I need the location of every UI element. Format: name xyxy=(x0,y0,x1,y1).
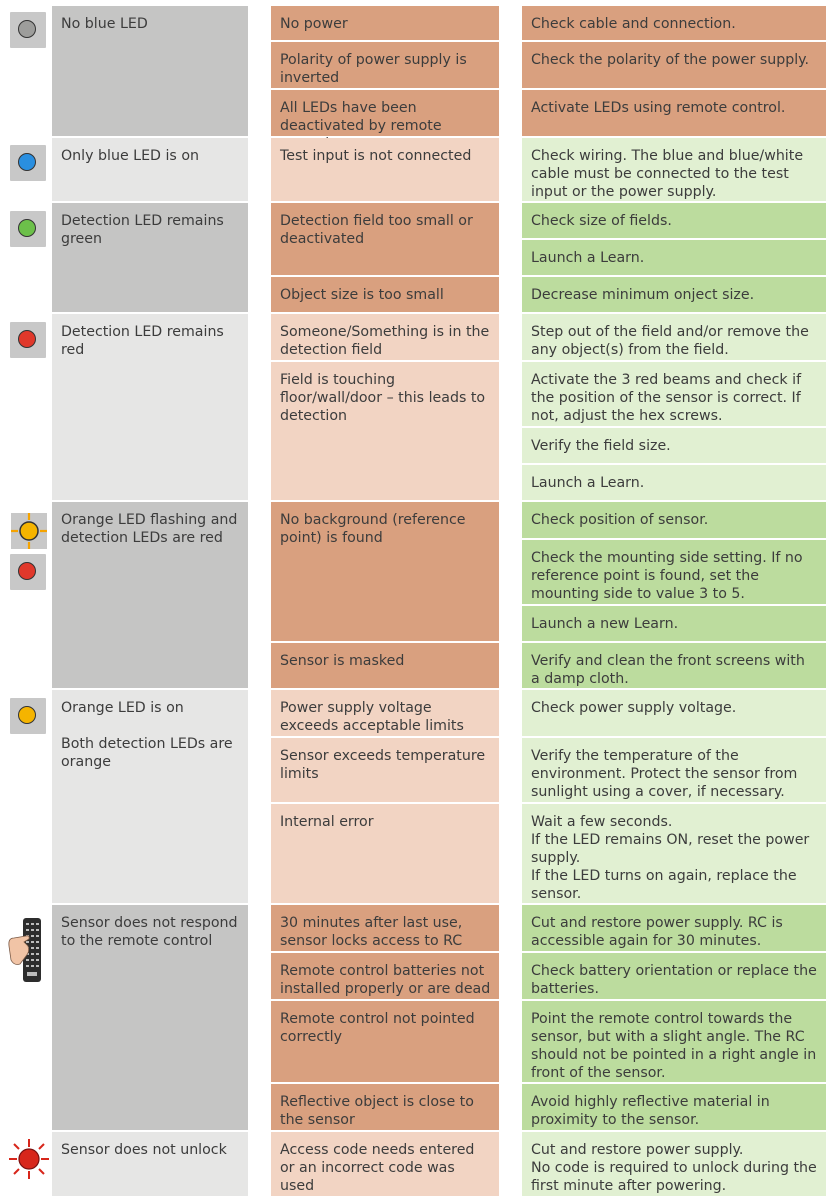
cause-text: Object size is too small xyxy=(280,287,444,303)
remedy-text: Check power supply voltage. xyxy=(531,700,737,716)
remedy-text: Check wiring. The blue and blue/white cable must be connected to the test input or the power supply. xyxy=(531,148,804,200)
symptom-text: Orange LED flashing and detection LEDs are red xyxy=(61,512,238,546)
cause-text: Power supply voltage exceeds acceptable limits xyxy=(280,700,464,734)
cause-text: Field is touching floor/wall/door – this leads to detection xyxy=(280,372,486,424)
remedy-text: Check the polarity of the power supply. xyxy=(531,52,810,68)
cause-text: No power xyxy=(280,16,348,32)
remedy-cell xyxy=(522,240,826,275)
remedy-text: Check battery orientation or replace the batteries. xyxy=(531,963,817,997)
remote-control-icon xyxy=(6,916,48,984)
symptom-cell xyxy=(52,1132,248,1196)
remedy-text: Activate LEDs using remote control. xyxy=(531,100,786,116)
remedy-text: Verify and clean the front screens with a damp cloth. xyxy=(531,653,805,687)
remedy-text: Activate the 3 red beams and check if the position of the sensor is correct. If not, adjust the hex screws. xyxy=(531,372,802,424)
remedy-cell xyxy=(522,606,826,641)
cause-cell xyxy=(271,203,499,275)
symptom-cell xyxy=(52,502,248,688)
remedy-cell xyxy=(522,314,826,360)
cause-text: Detection field too small or deactivated xyxy=(280,213,473,247)
remedy-cell xyxy=(522,90,826,136)
symptom-text: Detection LED remains red xyxy=(61,324,224,358)
remedy-text: Check position of sensor. xyxy=(531,512,709,528)
cause-cell xyxy=(271,905,499,951)
remedy-cell xyxy=(522,905,826,951)
cause-text: Access code needs entered or an incorrect code was used xyxy=(280,1142,475,1194)
cause-text: Polarity of power supply is inverted xyxy=(280,52,467,86)
remedy-text: Decrease minimum onject size. xyxy=(531,287,755,303)
symptom-text: Detection LED remains green xyxy=(61,213,224,247)
cause-cell xyxy=(271,90,499,136)
remedy-text: Launch a Learn. xyxy=(531,475,645,491)
remedy-cell xyxy=(522,277,826,312)
remedy-text: Verify the field size. xyxy=(531,438,671,454)
cause-cell xyxy=(271,953,499,999)
cause-cell xyxy=(271,42,499,88)
symptom-text: Sensor does not unlock xyxy=(61,1142,227,1158)
cause-text: All LEDs have been deactivated by remote xyxy=(280,100,442,134)
gray-led-icon xyxy=(10,12,46,48)
remedy-text: Point the remote control towards the sensor, but with a slight angle. The RC should not be pointed in a right angle in front of the sensor. xyxy=(531,1011,817,1081)
remedy-cell xyxy=(522,42,826,88)
remedy-cell xyxy=(522,502,826,538)
red-led-icon xyxy=(10,554,46,590)
remedy-text: Avoid highly reflective material in proximity to the sensor. xyxy=(531,1094,770,1128)
symptom-cell xyxy=(52,314,248,500)
remedy-text: Check size of fields. xyxy=(531,213,672,229)
symptom-cell xyxy=(52,690,248,903)
remedy-cell xyxy=(522,138,826,201)
red-flashing-led-icon xyxy=(8,1138,50,1180)
remedy-cell xyxy=(522,465,826,500)
symptom-text: Both detection LEDs are orange xyxy=(61,736,233,770)
remedy-text: Wait a few seconds. If the LED remains ON, reset the power supply. If the LED turns on again, replace the sensor. xyxy=(531,814,810,902)
remedy-text: Launch a Learn. xyxy=(531,250,645,266)
cause-cell xyxy=(271,314,499,360)
cause-cell xyxy=(271,1084,499,1130)
symptom-cell xyxy=(52,6,248,136)
remedy-cell xyxy=(522,738,826,802)
symptom-cell xyxy=(52,905,248,1130)
orange-flashing-led-icon xyxy=(10,512,48,550)
remedy-cell xyxy=(522,1132,826,1196)
cause-text: Test input is not connected xyxy=(280,148,472,164)
cause-cell xyxy=(271,362,499,500)
cause-cell xyxy=(271,804,499,903)
cause-text: No background (reference point) is found xyxy=(280,512,466,546)
remedy-text: Cut and restore power supply. RC is accessible again for 30 minutes. xyxy=(531,915,783,949)
remedy-cell xyxy=(522,428,826,463)
cause-cell xyxy=(271,643,499,688)
cause-cell xyxy=(271,502,499,641)
remedy-cell xyxy=(522,362,826,426)
remedy-text: Step out of the field and/or remove the any object(s) from the field. xyxy=(531,324,809,358)
cause-text: Sensor is masked xyxy=(280,653,405,669)
cause-text: 30 minutes after last use, sensor locks access to RC xyxy=(280,915,463,949)
remedy-text: Verify the temperature of the environment. Protect the sensor from sunlight using a cover, if necessary. xyxy=(531,748,798,800)
remedy-cell xyxy=(522,953,826,999)
remedy-cell xyxy=(522,203,826,238)
cause-cell xyxy=(271,138,499,201)
remedy-text: Cut and restore power supply. No code is required to unlock during the first minute after powering. xyxy=(531,1142,817,1194)
cause-cell xyxy=(271,277,499,312)
red-led-icon xyxy=(10,322,46,358)
cause-cell xyxy=(271,738,499,802)
symptom-text: Orange LED is on xyxy=(61,700,184,716)
remedy-text: Check cable and connection. xyxy=(531,16,736,32)
remedy-cell xyxy=(522,690,826,736)
remedy-cell xyxy=(522,6,826,40)
symptom-text: No blue LED xyxy=(61,16,148,32)
cause-cell xyxy=(271,1132,499,1196)
symptom-text: Sensor does not respond to the remote control xyxy=(61,915,238,949)
cause-text: Remote control not pointed correctly xyxy=(280,1011,475,1045)
cause-text: Internal error xyxy=(280,814,374,830)
orange-led-icon xyxy=(10,698,46,734)
remedy-text: Launch a new Learn. xyxy=(531,616,679,632)
cause-text: Reflective object is close to the sensor xyxy=(280,1094,474,1128)
symptom-cell xyxy=(52,138,248,201)
cause-text: Sensor exceeds temperature limits xyxy=(280,748,486,782)
remedy-text: Check the mounting side setting. If no reference point is found, set the mounting side to value 3 to 5. xyxy=(531,550,803,602)
remedy-cell xyxy=(522,540,826,604)
remedy-cell xyxy=(522,1084,826,1130)
symptom-cell xyxy=(52,203,248,312)
cause-cell xyxy=(271,1001,499,1082)
cause-cell xyxy=(271,6,499,40)
remedy-cell xyxy=(522,643,826,688)
remedy-cell xyxy=(522,804,826,903)
cause-cell xyxy=(271,690,499,736)
cause-text: Remote control batteries not installed properly or are dead xyxy=(280,963,491,997)
symptom-text: Only blue LED is on xyxy=(61,148,200,164)
remedy-cell xyxy=(522,1001,826,1082)
cause-text: Someone/Something is in the detection field xyxy=(280,324,490,358)
blue-led-icon xyxy=(10,145,46,181)
green-led-icon xyxy=(10,211,46,247)
